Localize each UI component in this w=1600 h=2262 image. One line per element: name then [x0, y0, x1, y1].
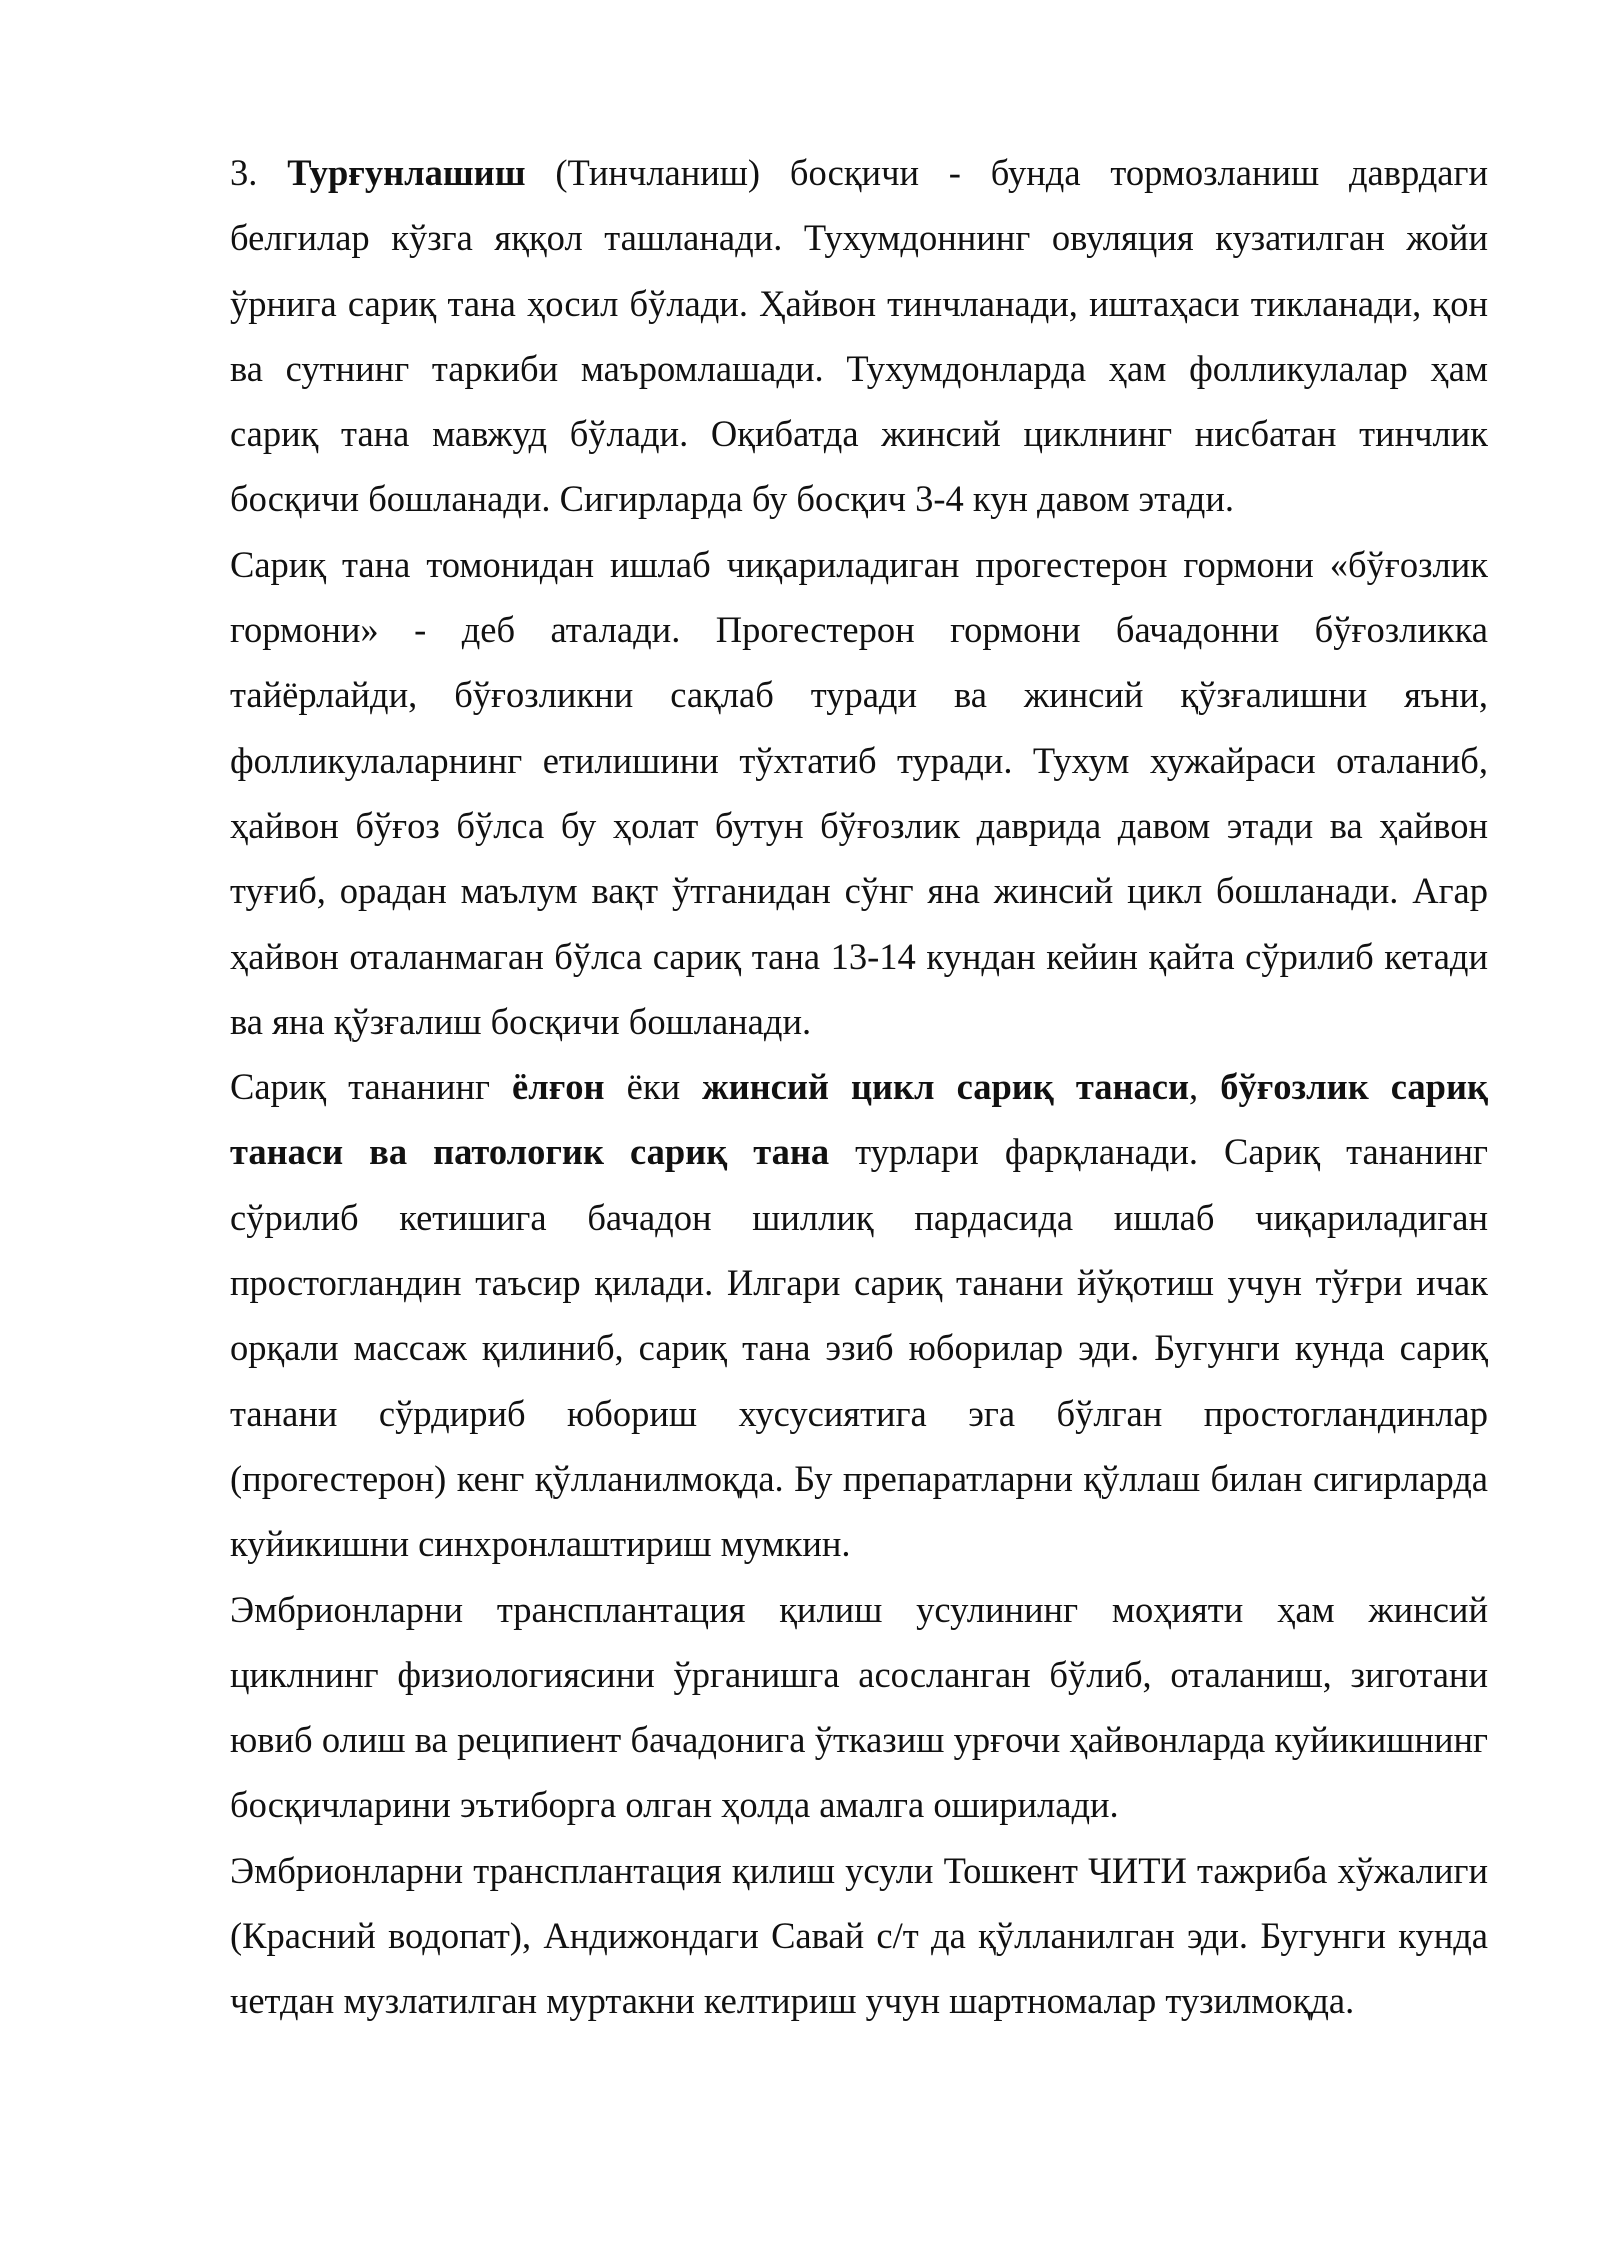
paragraph-text: (Тинчланиш) босқичи - бунда тормозланиш даврдаги белгилар кўзга яққол ташланади. Тухумдоннинг овуляция кузатилган жойи ўрнига сариқ тана ҳосил бўлади. Ҳайвон тинчланади, иштаҳаси тикланади, қон ва сутнинг таркиби маъромлашади. Тухумдонларда ҳам фолликулалар ҳам сариқ тана мавжуд бўлади. Оқибатда жинсий циклнинг нисбатан тинчлик босқичи бошланади. Сигирларда бу босқич 3-4 кун давом этади.: [230, 152, 1488, 520]
paragraph-corpus-luteum-types: [230, 1054, 1488, 1576]
bold-term: жинсий цикл сариқ танаси: [702, 1066, 1190, 1108]
paragraph-embryo-transplant-method: Эмбрионларни трансплантация қилиш усулининг моҳияти ҳам жинсий циклнинг физиологиясини ўрганишга асосланган бўлиб, оталаниш, зиготани ювиб олиш ва реципиент бачадонига ўтказиш урғочи ҳайвонларда куйикишнинг босқичларини эътиборга олган ҳолда амалга оширилади.: [230, 1588, 1488, 1826]
document-page: [230, 140, 1488, 2034]
stage-number: 3.: [230, 152, 258, 193]
paragraph-embryo-transplant-usage: Эмбрионларни трансплантация қилиш усули Тошкент ЧИТИ тажриба хўжалиги (Красний водопат), Андижондаги Савай с/т да қўлланилган эди. Бугунги кунда четдан музлатилган муртакни келтириш учун шартномалар тузилмоқда.: [230, 1849, 1488, 2022]
bold-term: бўғозлик сариқ танаси ва патологик сариқ тана: [230, 1066, 1489, 1173]
bold-term: ёлғон: [512, 1066, 605, 1108]
stage-term: Турғунлашиш: [287, 152, 526, 193]
paragraph-stage-3: [230, 140, 1488, 532]
paragraph-progesterone: Сариқ тана томонидан ишлаб чиқариладиган прогестерон гормони «бўғозлик гормони» - деб аталади. Прогестерон гормони бачадонни бўғозликка тайёрлайди, бўғозликни сақлаб туради ва жинсий қўзғалишни яъни, фолликулаларнинг етилишини тўхтатиб туради. Тухум хужайраси оталаниб, ҳайвон бўғоз бўлса бу ҳолат бутун бўғозлик даврида давом этади ва ҳайвон туғиб, орадан маълум вақт ўтганидан сўнг яна жинсий цикл бошланади. Агар ҳайвон оталанмаган бўлса сариқ тана 13-14 кундан кейин қайта сўрилиб кетади ва яна қўзғалиш босқичи бошланади.: [230, 543, 1488, 1042]
paragraph-text: Сариқ тананинг: [230, 1066, 513, 1108]
paragraph-text: турлари фарқланади. Сариқ тананинг сўрилиб кетишига бачадон шиллиқ пардасида ишлаб чиқариладиган простогландин таъсир қилади. Илгари сариқ танани йўқотиш учун тўғри ичак орқали массаж қилиниб, сариқ тана эзиб юборилар эди. Бугунги кунда сариқ танани сўрдириб юбориш хусусиятига эга бўлган простогландинлар (прогестерон) кенг қўлланилмоқда. Бу препаратларни қўллаш билан сигирларда куйикишни синхронлаштириш мумкин.: [230, 1131, 1488, 1565]
paragraph-text: ,: [1189, 1066, 1221, 1108]
paragraph-text: ёки: [604, 1066, 703, 1108]
